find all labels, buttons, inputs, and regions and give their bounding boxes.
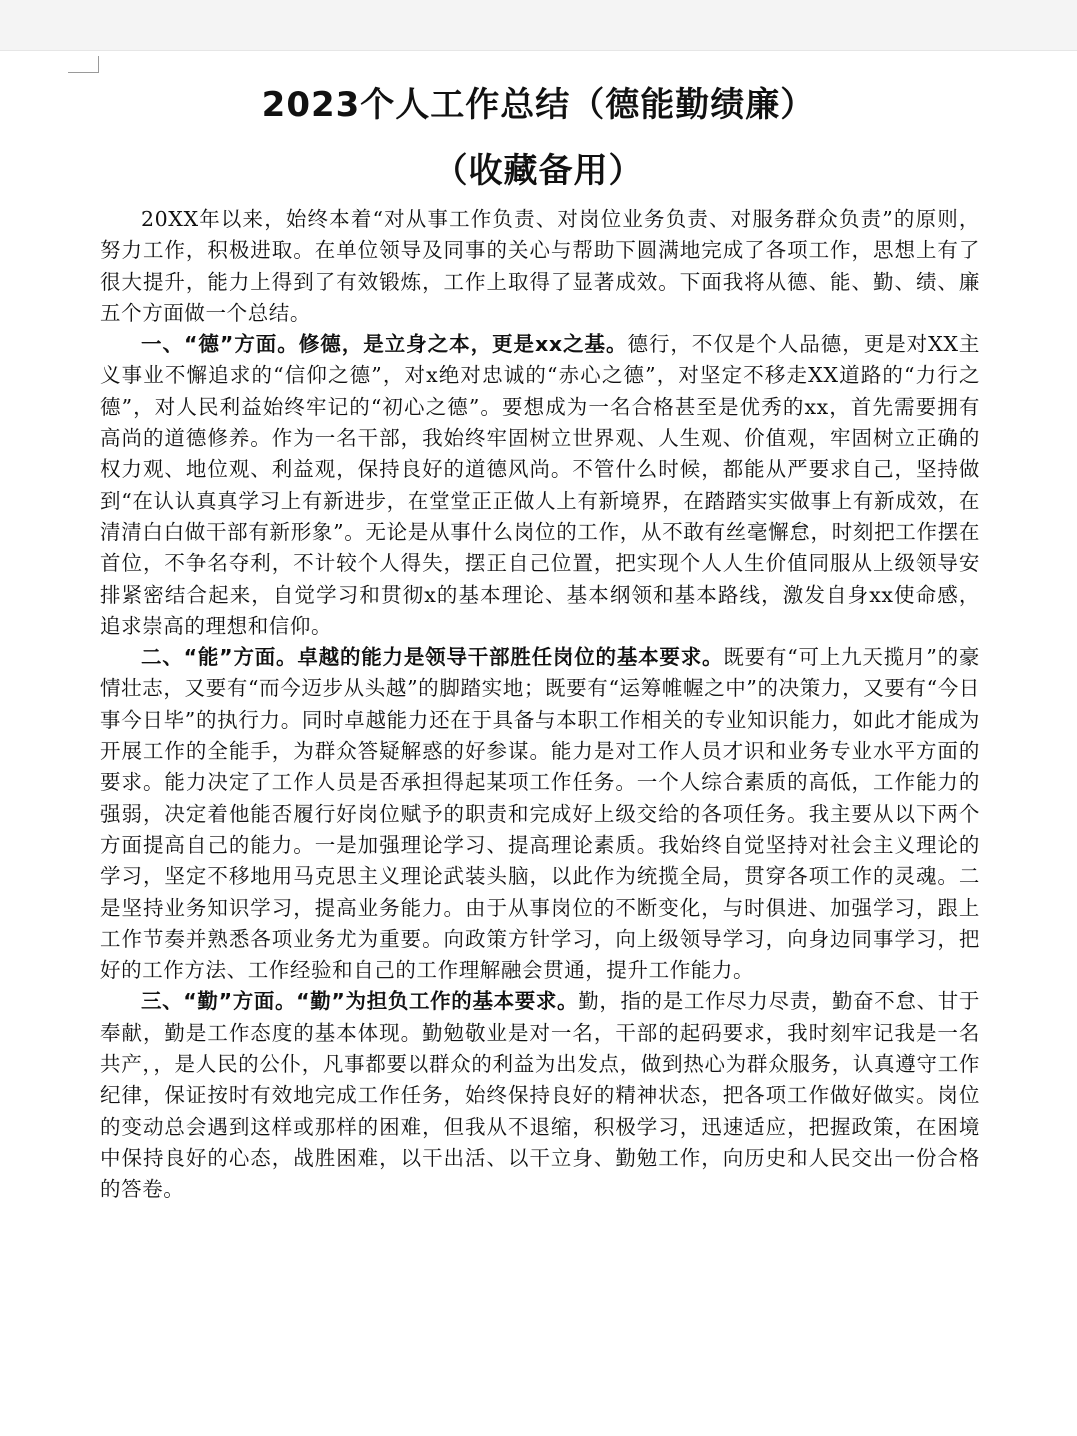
- document-subtitle: （收藏备用）: [433, 151, 644, 191]
- viewer-top-bar: [0, 0, 1077, 51]
- section-neng-heading: 二、“能”方面。卓越的能力是领导干部胜任岗位的基本要求。: [141, 645, 724, 670]
- section-qin-paragraph: [100, 986, 980, 1205]
- section-qin-text: 勤，指的是工作尽力尽责，勤奋不怠、甘于奉献，勤是工作态度的基本体现。勤勉敬业是对一名，干部的起码要求，我时刻牢记我是一名共产，，是人民的公仆，凡事都要以群众的利益为出发点，做到热心为群众服务，认真遵守工作纪律，保证按时有效地完成工作任务，始终保持良好的精神状态，把各项工作做好做实。岗位的变动总会遇到这样或那样的困难，但我从不退缩，积极学习，迅速适应，把握政策，在困境中保持良好的心态，战胜困难，以干出活、以干立身、勤勉工作，向历史和人民交出一份合格的答卷。: [100, 989, 981, 1202]
- section-qin-heading: 三、“勤”方面。“勤”为担负工作的基本要求。: [141, 989, 579, 1014]
- document-body: [100, 204, 980, 1206]
- intro-paragraph: 20XX年以来，始终本着“对从事工作负责、对岗位业务负责、对服务群众负责”的原则，努力工作，积极进取。在单位领导及同事的关心与帮助下圆满地完成了各项工作，思想上有了很大提升，能力上得到了有效锻炼，工作上取得了显著成效。下面我将从德、能、勤、绩、廉五个方面做一个总结。: [100, 207, 980, 325]
- section-de-paragraph: [100, 329, 980, 642]
- section-de-heading: 一、“德”方面。修德，是立身之本，更是xx之基。: [141, 332, 628, 357]
- section-neng-paragraph: [100, 642, 980, 986]
- document-page: [0, 51, 1077, 1436]
- page-corner-mark: [68, 56, 99, 73]
- section-neng-text: 既要有“可上九天揽月”的豪情壮志，又要有“而今迈步从头越”的脚踏实地；既要有“运筹帷幄之中”的决策力，又要有“今日事今日毕”的执行力。同时卓越能力还在于具备与本职工作相关的专业知识能力，如此才能成为开展工作的全能手，为群众答疑解惑的好参谋。能力是对工作人员才识和业务专业水平方面的要求。能力决定了工作人员是否承担得起某项工作任务。一个人综合素质的高低，工作能力的强弱，决定着他能否履行好岗位赋予的职责和完成好上级交给的各项任务。我主要从以下两个方面提高自己的能力。一是加强理论学习、提高理论素质。我始终自觉坚持对社会主义理论的学习，坚定不移地用马克思主义理论武装头脑，以此作为统揽全局，贯穿各项工作的灵魂。二是坚持业务知识学习，提高业务能力。由于从事岗位的不断变化，与时俱进、加强学习，跟上工作节奏并熟悉各项业务尤为重要。向政策方针学习，向上级领导学习，向身边同事学习，把好的工作方法、工作经验和自己的工作理解融会贯通，提升工作能力。: [100, 645, 980, 983]
- section-de-text: 德行，不仅是个人品德，更是对XX主义事业不懈追求的“信仰之德”，对x绝对忠诚的“赤心之德”，对坚定不移走XX道路的“力行之德”，对人民利益始终牢记的“初心之德”。要想成为一名合格甚至是优秀的xx，首先需要拥有高尚的道德修养。作为一名干部，我始终牢固树立世界观、人生观、价值观，牢固树立正确的权力观、地位观、利益观，保持良好的道德风尚。不管什么时候，都能从严要求自己，坚持做到“在认认真真学习上有新进步，在堂堂正正做人上有新境界，在踏踏实实做事上有新成效，在清清白白做干部有新形象”。无论是从事什么岗位的工作，从不敢有丝毫懈怠，时刻把工作摆在首位，不争名夺利，不计较个人得失，摆正自己位置，把实现个人人生价值同服从上级领导安排紧密结合起来，自觉学习和贯彻x的基本理论、基本纲领和基本路线，激发自身xx使命感，追求崇高的理想和信仰。: [100, 332, 981, 638]
- document-title: 2023个人工作总结（德能勤绩廉）: [261, 85, 816, 125]
